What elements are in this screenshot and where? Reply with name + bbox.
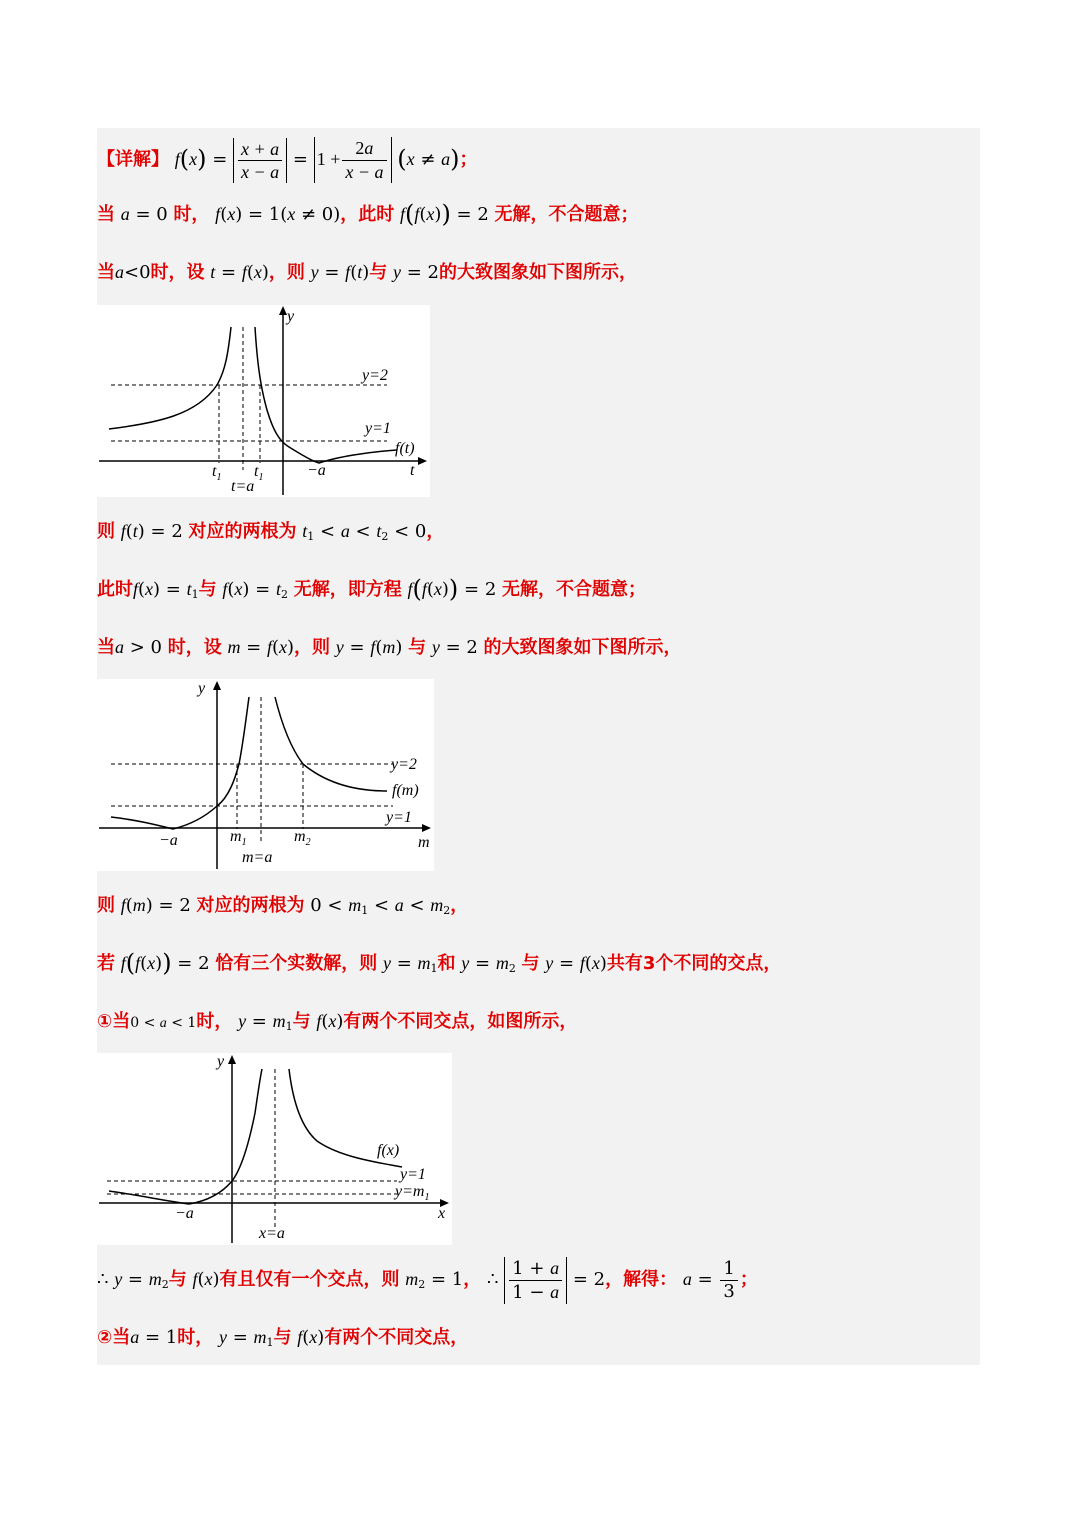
fig1-asymptote-label: t=a (231, 478, 255, 495)
curve-right-branch (255, 327, 397, 463)
fig2-m2-label: $m_2$ (294, 828, 311, 848)
solution-line-no-solution: 此时$f(x) = t_1$与 $f(x) = t_2$ 无解，即方程 f(f(x)) = 2 无解，不合题意； (97, 575, 646, 603)
graph-f-of-t (97, 305, 430, 497)
graph-f-of-m (97, 679, 434, 871)
fig3-x-axis-label: x (438, 1205, 446, 1222)
curve-right-branch (275, 697, 387, 791)
fig3-curve-label: f(x) (377, 1142, 400, 1159)
curve-left-branch (109, 327, 231, 429)
solution-line-a-zero: 当 a = 0 时， f(x) = 1(x ≠ 0)，此时 f(f(x)) = 2 无解，不合题意； (97, 200, 639, 228)
graph-f-of-x (97, 1053, 452, 1245)
fig2-y-axis-label: y (198, 680, 206, 697)
fig2-x-axis-label: m (418, 834, 430, 851)
fig1-t2-label: $t_1$ (254, 463, 264, 483)
fig1-x-axis-label: t (410, 462, 415, 479)
fig1-y2-label: y=2 (362, 367, 388, 384)
fig2-y2-label: y=2 (391, 756, 417, 773)
solution-line-three-solutions: 若 f(f(x)) = 2 恰有三个实数解，则 $y = m_1$和 $y = m_2$ 与 y = f(x)共有3个不同的交点， (97, 949, 782, 977)
solution-line-a-positive: 当a > 0 时，设 m = f(x)，则 y = f(m) 与 y = 2 的大致图象如下图所示， (97, 637, 682, 658)
solution-line-case-1: ①当0 < a < 1时， $y = m_1$与 f(x)有两个不同交点，如图所示， (97, 1011, 578, 1033)
solution-line-unique-intersection: ∴ $y = m_2$与 f(x)有且仅有一个交点，则 $m_2 = 1$， ∴ $\frac{1 + a}{1 - a}$ = 2，解得： a = $\frac{1}{3}$ ； (97, 1257, 758, 1303)
fig3-asymptote-label: x=a (259, 1225, 285, 1242)
fig2-curve-label: f(m) (392, 782, 419, 799)
fig1-y-axis-label: y (287, 308, 295, 325)
fig1-curve-label: f(t) (395, 440, 415, 457)
fig1-y1-label: y=1 (365, 420, 391, 437)
fig1-neg-a-label: −a (307, 462, 326, 479)
fig1-t1-label: $t_1$ (212, 463, 222, 483)
fig3-neg-a-label: −a (175, 1205, 194, 1222)
fig2-neg-a-label: −a (159, 832, 178, 849)
solution-line-definition: 【详解】 f(x) = $\frac{x + a}{x - a}$ = 1 + $\frac{2a}{x - a}$ (x ≠ a)； (97, 138, 478, 182)
fig2-m1-label: $m_1$ (230, 828, 247, 848)
fig3-y1-label: y=1 (400, 1166, 426, 1183)
curve-left-branch (111, 697, 249, 829)
solution-line-roots-m: 则 f(m) = 2 对应的两根为 $0 < m_1 < a < m_2$， (97, 895, 469, 917)
fig3-y-axis-label: y (217, 1053, 225, 1070)
solution-line-roots-t: 则 f(t) = 2 对应的两根为 $t_1 < a < t_2 < 0$， (97, 521, 445, 543)
solution-line-case-2: ②当a = 1时， $y = m_1$与 f(x)有两个不同交点， (97, 1327, 469, 1349)
fig3-ym1-label: $y=m_1$ (395, 1183, 430, 1203)
solution-line-a-negative: 当a<0时，设 t = f(x)，则 y = f(t)与 y = 2的大致图象如下图所示， (97, 262, 637, 283)
fig2-y1-label: y=1 (386, 809, 412, 826)
fig2-asymptote-label: m=a (242, 849, 273, 866)
curve-left-branch (109, 1069, 262, 1204)
detail-tag: 【详解】 (97, 149, 169, 170)
